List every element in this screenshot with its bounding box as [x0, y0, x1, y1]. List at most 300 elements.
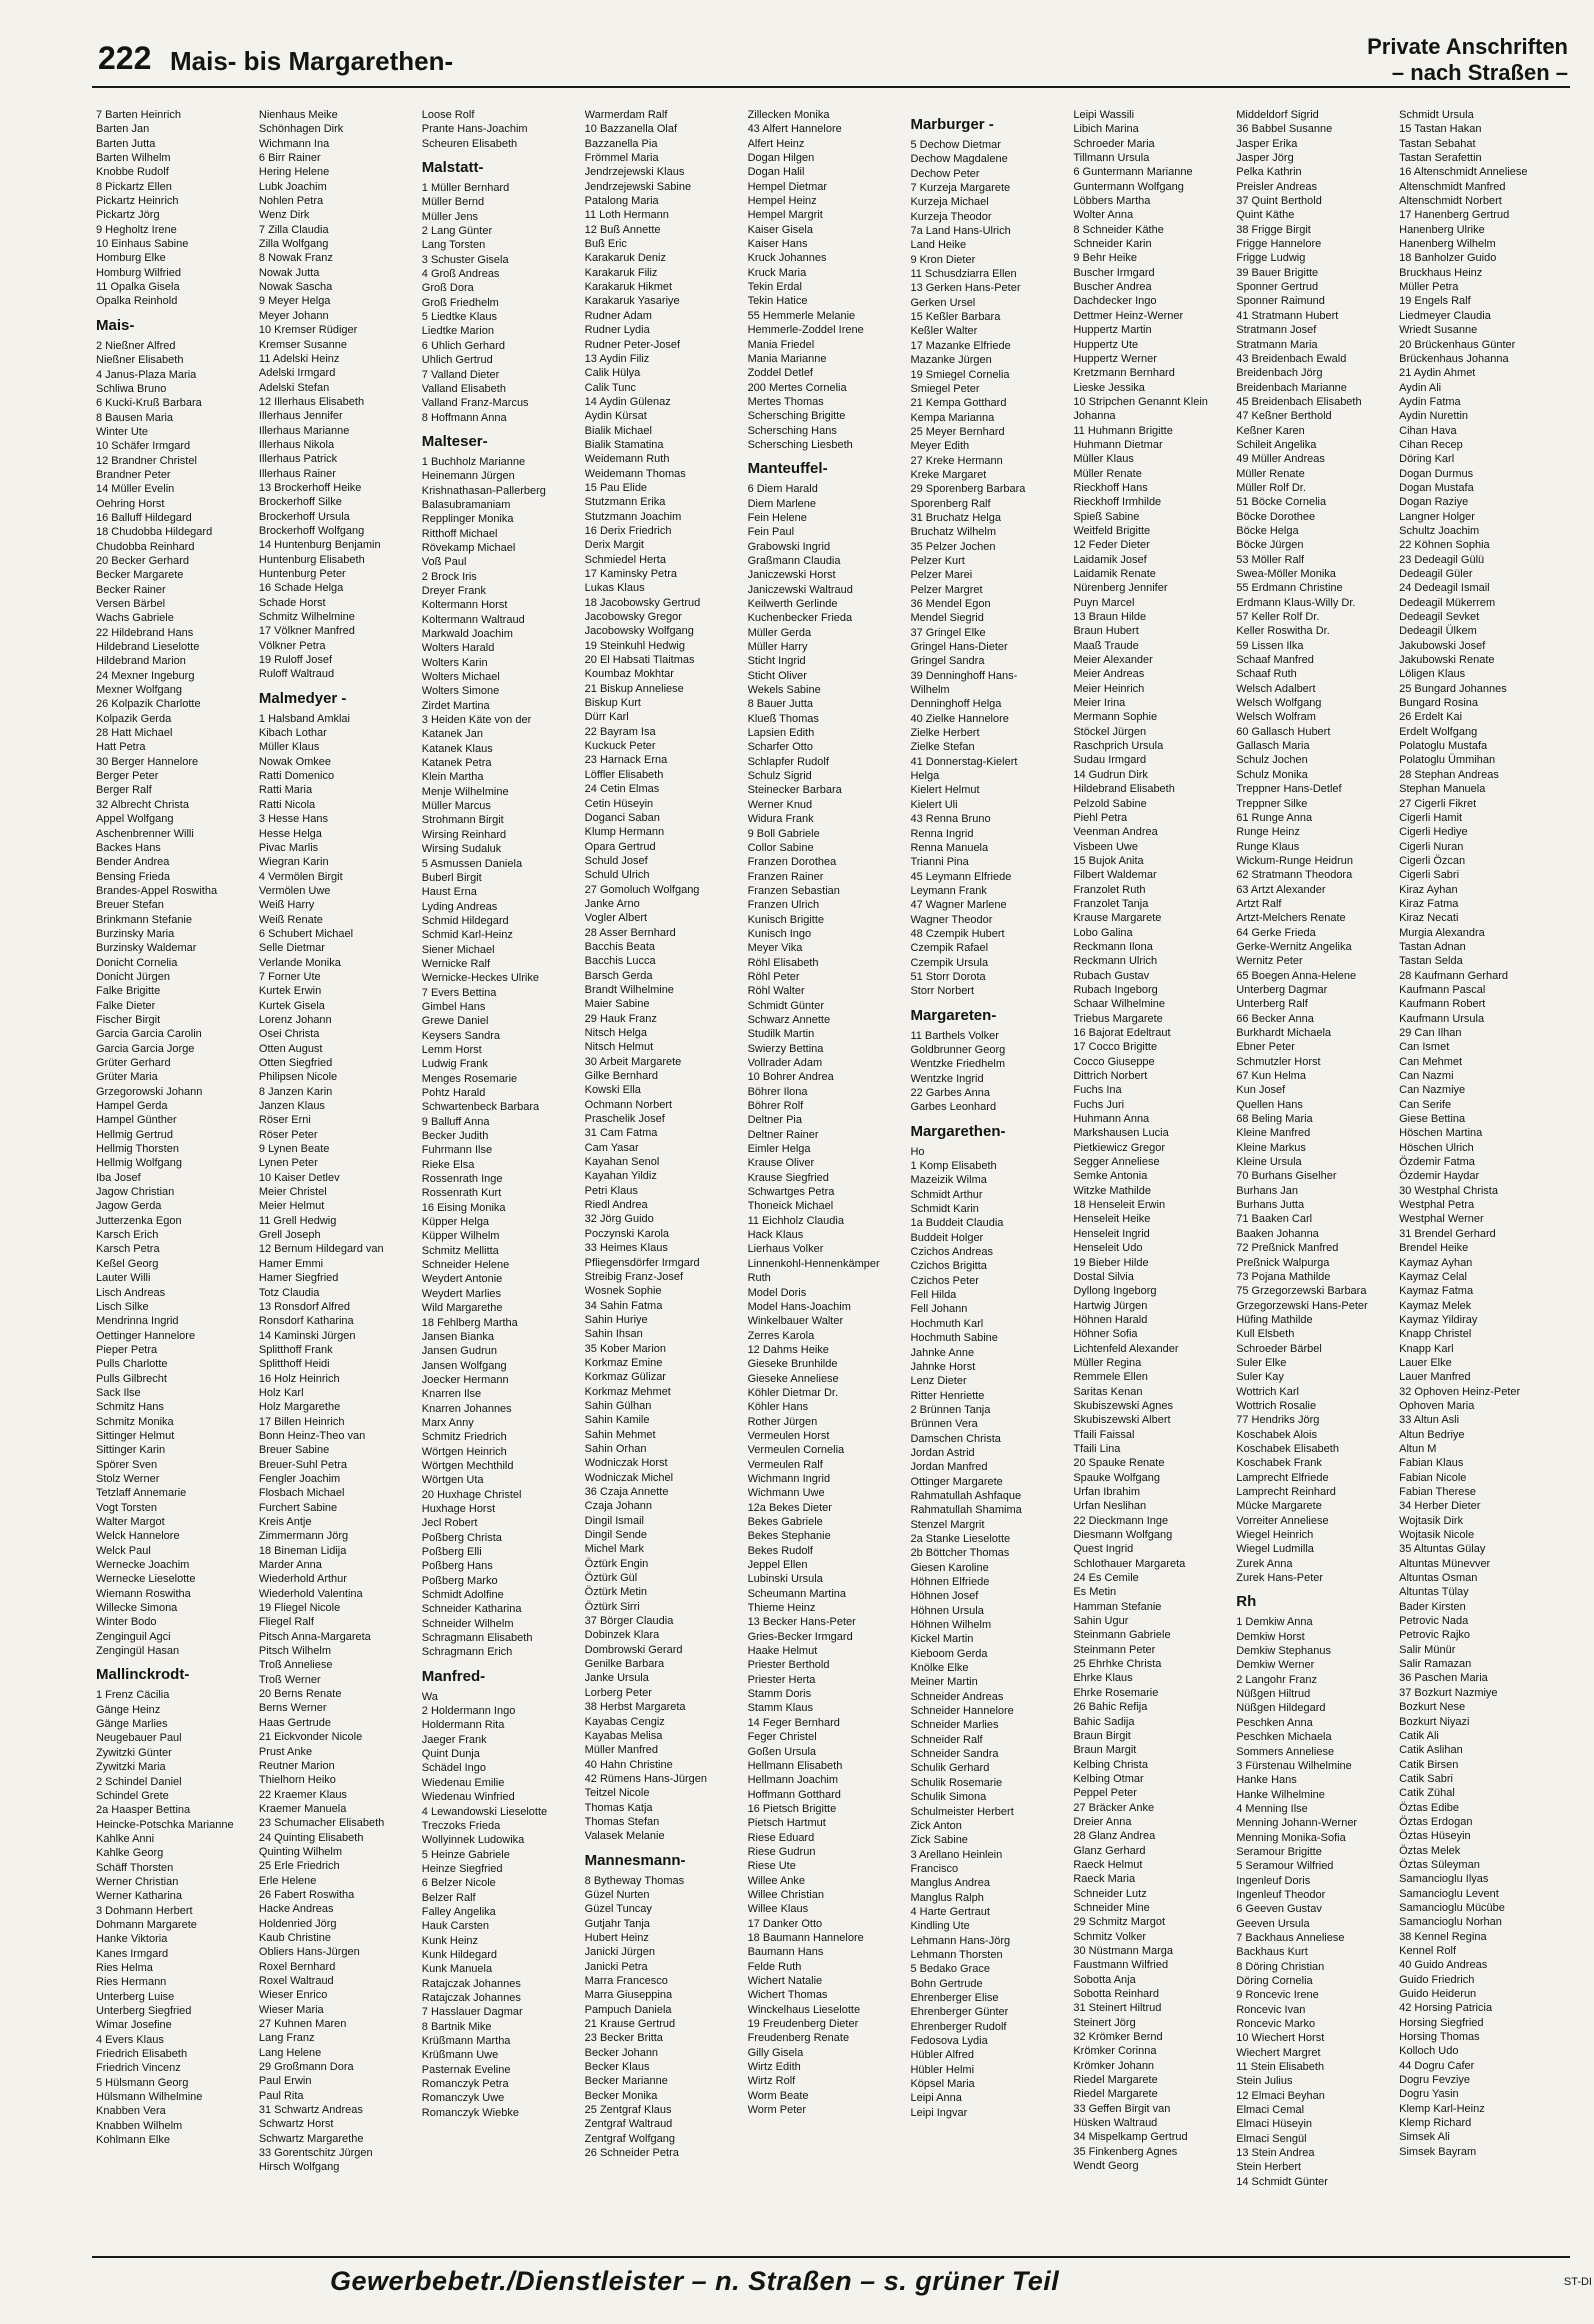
directory-entry: Selle Dietmar	[258, 942, 325, 955]
directory-entry: 17 Mazanke Elfriede	[910, 339, 1011, 352]
directory-entry: Bekes Stephanie	[747, 1530, 831, 1543]
directory-entry: Roncevic Ivan	[1236, 2003, 1306, 2016]
directory-entry: Garbes Leonhard	[910, 1101, 997, 1114]
directory-entry: Illerhaus Patrick	[258, 453, 338, 466]
street-heading: Malteser-	[421, 432, 488, 450]
directory-entry: Markwald Joachim	[421, 628, 513, 640]
directory-entry: Knölke Elke	[910, 1662, 969, 1675]
directory-entry: Quest Ingrid	[1073, 1543, 1134, 1556]
directory-entry: 17 Cocco Brigitte	[1073, 1041, 1158, 1054]
directory-entry: Zurek Anna	[1236, 1557, 1293, 1570]
directory-entry: Franzen Dorothea	[747, 856, 837, 869]
directory-entry: Janke Ursula	[584, 1672, 649, 1685]
directory-entry: Roncevic Marko	[1236, 2018, 1316, 2031]
directory-entry: Schneider Sandra	[910, 1748, 999, 1761]
directory-entry: Pasternak Eveline	[421, 2063, 511, 2076]
directory-entry: 19 Fliegel Nicole	[258, 1602, 341, 1615]
directory-entry: 23 Becker Britta	[584, 2032, 663, 2045]
directory-entry: 12 Illerhaus Elisabeth	[258, 395, 365, 408]
directory-entry: Bozkurt Nese	[1399, 1701, 1466, 1714]
directory-entry: 5 Dechow Dietmar	[910, 139, 1001, 151]
directory-entry: Wirsing Reinhard	[421, 828, 507, 841]
directory-entry: Willecke Simona	[96, 1602, 178, 1615]
directory-entry: Hanenberg Wilhelm	[1399, 238, 1496, 251]
directory-entry: Krüßmann Uwe	[421, 2049, 499, 2062]
directory-entry: 15 Tastan Hakan	[1399, 123, 1482, 136]
directory-entry: Krömker Corinna	[1073, 2045, 1157, 2058]
directory-entry: 12 Dahms Heike	[747, 1343, 829, 1356]
directory-entry: Preßnick Walpurga	[1236, 1256, 1330, 1269]
directory-entry: Salir Münür	[1399, 1643, 1456, 1656]
directory-entry: Stamm Klaus	[747, 1702, 813, 1715]
directory-entry: Elmaci Hüseyin	[1236, 2118, 1313, 2131]
directory-entry: Franzolet Tanja	[1073, 897, 1149, 910]
directory-entry: 37 Quint Berthold	[1236, 195, 1322, 208]
directory-entry: 36 Mendel Egon	[910, 598, 991, 610]
directory-entry: Müller Marcus	[421, 800, 491, 813]
directory-entry: Pelzer Marei	[910, 569, 973, 582]
directory-entry: 13 Becker Hans-Peter	[747, 1616, 856, 1629]
directory-entry: 28 Stephan Andreas	[1399, 768, 1499, 781]
directory-entry: 6 Belzer Nicole	[421, 1877, 496, 1890]
directory-entry: Steinecker Barbara	[747, 784, 842, 797]
directory-entry: 67 Kun Helma	[1236, 1070, 1306, 1083]
directory-entry: Poczynski Karola	[584, 1227, 670, 1240]
directory-entry: Siener Michael	[421, 943, 495, 956]
directory-entry: Katanek Jan	[421, 728, 483, 741]
directory-entry: 27 Cigerli Fikret	[1399, 797, 1477, 810]
directory-entry: Lichtenfeld Alexander	[1073, 1342, 1179, 1355]
directory-entry: Homburg Elke	[96, 252, 166, 265]
directory-entry: 2 Lang Günter	[421, 225, 493, 238]
directory-entry: Schroeder Maria	[1073, 137, 1155, 150]
directory-entry: Cocco Giuseppe	[1073, 1055, 1155, 1068]
directory-entry: Hoffmann Gotthard	[747, 1788, 841, 1801]
directory-entry: Feger Christel	[747, 1731, 817, 1744]
directory-entry: Henseleit Ingrid	[1073, 1227, 1150, 1240]
directory-entry: 27 Kuhnen Maren	[258, 2018, 347, 2031]
directory-entry: 11 Grell Hedwig	[258, 1214, 337, 1227]
directory-entry: Dedeagil Ülkem	[1399, 625, 1477, 638]
directory-entry: Wieser Maria	[258, 2003, 324, 2016]
directory-entry: Franzen Ulrich	[747, 899, 820, 912]
directory-entry: Brückenhaus Johanna	[1399, 352, 1509, 365]
directory-entry: 68 Beling Maria	[1236, 1113, 1313, 1126]
directory-entry: Widura Frank	[747, 813, 814, 826]
directory-entry: 36 Paschen Maria	[1399, 1672, 1488, 1685]
directory-entry: Müller Regina	[1073, 1356, 1142, 1369]
directory-entry: Kretzmann Bernhard	[1073, 367, 1175, 380]
directory-entry: Holdermann Rita	[421, 1719, 505, 1732]
directory-entry: Pulls Charlotte	[96, 1358, 168, 1371]
directory-entry: 16 Bajorat Edeltraut	[1073, 1027, 1171, 1039]
directory-entry: 24 Quinting Elisabeth	[258, 1831, 364, 1844]
directory-entry: Gilly Gisela	[747, 2046, 804, 2059]
directory-entry: Hüsken Waltraud	[1073, 2117, 1158, 2130]
directory-entry: Stein Herbert	[1236, 2161, 1302, 2174]
directory-entry: Schneider Katharina	[421, 1603, 522, 1616]
directory-entry: Schliwa Bruno	[96, 382, 167, 395]
directory-entry: Sticht Ingrid	[747, 655, 806, 668]
directory-entry: Frigge Hannelore	[1236, 238, 1322, 251]
directory-entry: Wa	[421, 1690, 438, 1703]
directory-entry: 7 Evers Bettina	[421, 986, 497, 999]
directory-entry: Calik Hülya	[584, 367, 641, 380]
directory-entry: Rudner Adam	[584, 309, 652, 322]
directory-entry: Burhans Jan	[1236, 1184, 1298, 1197]
directory-entry: Schultz Joachim	[1399, 524, 1480, 537]
directory-entry: Demkiw Stephanus	[1236, 1645, 1332, 1658]
directory-entry: Hübler Alfred	[910, 2049, 975, 2062]
directory-entry: 9 Kron Dieter	[910, 253, 976, 266]
directory-entry: Tillmann Ursula	[1073, 152, 1150, 165]
directory-entry: Dyllong Ingeborg	[1073, 1285, 1157, 1298]
directory-entry: Schmitz Wilhelmine	[258, 611, 355, 624]
directory-entry: 63 Artzt Alexander	[1236, 883, 1326, 896]
directory-entry: Gieseke Brunhilde	[747, 1358, 838, 1371]
directory-entry: Riese Gudrun	[747, 1845, 816, 1858]
directory-entry: Braun Margit	[1073, 1744, 1137, 1757]
directory-entry: Goßen Ursula	[747, 1745, 817, 1758]
directory-entry: Can Nazmiye	[1399, 1084, 1466, 1097]
section-heading-line2: – nach Straßen –	[1391, 60, 1568, 85]
directory-entry: 62 Stratmann Theodora	[1236, 869, 1353, 882]
directory-entry: Peschken Michaela	[1236, 1731, 1332, 1744]
directory-entry: Jacobowsky Gregor	[584, 611, 682, 624]
directory-entry: Vogt Torsten	[96, 1501, 157, 1514]
directory-entry: Baumann Hans	[747, 1946, 824, 1959]
directory-entry: Altun M	[1399, 1442, 1437, 1455]
directory-entry: Rahmatullah Ashfaque	[910, 1489, 1022, 1502]
directory-entry: Höschen Ulrich	[1399, 1141, 1474, 1154]
directory-entry: Raschprich Ursula	[1073, 740, 1164, 753]
directory-entry: Pampuch Daniela	[584, 2003, 672, 2016]
directory-entry: Ruth	[747, 1272, 771, 1285]
directory-entry: Wirsing Sudaluk	[421, 843, 502, 856]
directory-entry: Huhmann Anna	[1073, 1113, 1150, 1126]
directory-entry: Knabben Vera	[96, 2105, 166, 2118]
directory-column-1	[96, 108, 259, 2248]
directory-entry: Wernicke Ralf	[421, 957, 491, 970]
directory-entry: 2 Brock Iris	[421, 570, 477, 583]
directory-entry: Franzen Sebastian	[747, 884, 840, 897]
directory-entry: Mendrinna Ingrid	[96, 1315, 179, 1328]
directory-entry: Kaufmann Pascal	[1399, 983, 1486, 996]
directory-entry: Skubiszewski Albert	[1073, 1414, 1171, 1427]
directory-entry: Pulls Gilbrecht	[96, 1372, 167, 1385]
directory-entry: Werner Christian	[96, 1875, 179, 1888]
directory-entry: Bacchis Lucca	[584, 955, 656, 968]
directory-entry: 59 Lissen Ilka	[1236, 639, 1304, 652]
directory-entry: Schmitz Volker	[1073, 1930, 1147, 1943]
directory-entry: Gerken Ursel	[910, 296, 976, 309]
directory-entry: Suler Kay	[1236, 1371, 1284, 1384]
directory-entry: Liedtke Marion	[421, 325, 494, 338]
directory-entry: Wiedenau Winfried	[421, 1791, 515, 1804]
directory-entry: Hildebrand Marion	[96, 655, 186, 668]
directory-entry: 5 Hülsmann Georg	[96, 2076, 189, 2089]
directory-entry: 11 Eichholz Claudia	[747, 1214, 844, 1227]
directory-entry: Verlande Monika	[258, 956, 341, 969]
directory-entry: Schneider Helene	[421, 1259, 510, 1272]
directory-entry: Ehrenberger Rudolf	[910, 2020, 1007, 2033]
directory-entry: Wieser Enrico	[258, 1989, 328, 2002]
directory-entry: Altuntas Tülay	[1399, 1586, 1469, 1599]
directory-entry: Meier Heinrich	[1073, 682, 1145, 695]
directory-entry: Geeven Ursula	[1236, 1917, 1310, 1930]
directory-entry: Höhnen Elfriede	[910, 1576, 990, 1588]
directory-entry: Dohmann Margarete	[96, 1918, 197, 1931]
directory-entry: Hamer Emmi	[258, 1257, 324, 1270]
directory-entry: Helga	[910, 770, 940, 783]
directory-entry: Knabben Wilhelm	[96, 2119, 183, 2132]
directory-entry: Winter Bodo	[96, 1616, 157, 1629]
directory-entry: Bohn Gertrude	[910, 1977, 983, 1990]
directory-entry: 19 Ruloff Josef	[258, 654, 333, 667]
directory-entry: 24 Mexner Ingeburg	[96, 669, 195, 682]
directory-entry: Illerhaus Marianne	[258, 424, 350, 437]
directory-entry: Petrovic Nada	[1399, 1615, 1469, 1628]
directory-entry: Renna Ingrid	[910, 827, 974, 840]
directory-entry: Öztas Erdogan	[1399, 1815, 1473, 1828]
directory-entry: Lynen Peter	[258, 1157, 318, 1170]
directory-entry: Riedl Andrea	[584, 1199, 648, 1212]
directory-entry: 7 Zilla Claudia	[258, 223, 329, 236]
directory-entry: Hülsmann Wilhelmine	[96, 2091, 203, 2104]
directory-entry: Hellmann Joachim	[747, 1774, 839, 1787]
directory-entry: 4 Evers Klaus	[96, 2033, 164, 2046]
directory-entry: Kaymaz Fatma	[1399, 1285, 1474, 1298]
directory-entry: 15 Pau Elide	[584, 481, 648, 494]
directory-entry: Schmidt Günter	[747, 999, 824, 1012]
directory-entry: 18 Jacobowsky Gertrud	[584, 596, 701, 609]
directory-entry: Stutzmann Joachim	[584, 510, 682, 523]
directory-entry: Hanke Viktoria	[96, 1933, 168, 1946]
directory-entry: Ruloff Waltraud	[258, 668, 335, 681]
directory-entry: 6 Schubert Michael	[258, 927, 354, 940]
directory-entry: Kremser Susanne	[258, 338, 347, 351]
directory-entry: 39 Bauer Brigitte	[1236, 266, 1319, 279]
directory-entry: Lisch Silke	[96, 1300, 149, 1313]
directory-entry: Schmiedel Herta	[584, 553, 666, 566]
directory-entry: Elmaci Cemal	[1236, 2104, 1305, 2117]
directory-entry: Wolters Simone	[421, 685, 500, 698]
directory-entry: 7 Hasslauer Dagmar	[421, 2006, 523, 2019]
directory-entry: Winter Ute	[96, 425, 148, 438]
directory-entry: Quint Käthe	[1236, 209, 1295, 222]
directory-entry: Brockerhoff Silke	[258, 496, 342, 509]
directory-entry: Gieseke Anneliese	[747, 1372, 839, 1385]
directory-entry: 3 Dohmann Herbert	[96, 1904, 193, 1917]
directory-column-9	[1399, 108, 1562, 2248]
directory-entry: 7 Backhaus Anneliese	[1236, 1931, 1345, 1944]
directory-entry: Repplinger Monika	[421, 513, 514, 526]
directory-entry: Katanek Petra	[421, 757, 492, 770]
directory-entry: Buscher Irmgard	[1073, 266, 1155, 279]
directory-entry: 2 Holdermann Ingo	[421, 1705, 516, 1718]
directory-entry: Franzen Rainer	[747, 870, 824, 883]
directory-entry: Barten Wilhelm	[96, 152, 171, 165]
edge-code: ST-DI	[1563, 2276, 1592, 2288]
directory-entry: Schersching Liesbeth	[747, 438, 853, 451]
directory-entry: 20 Huxhage Christel	[421, 1488, 522, 1501]
directory-entry: 16 Holz Heinrich	[258, 1372, 340, 1385]
directory-entry: Mertes Thomas	[747, 395, 824, 408]
directory-entry: 10 Einhaus Sabine	[96, 238, 189, 251]
directory-entry: Kanes Irmgard	[96, 1947, 169, 1960]
directory-entry: Kahlke Georg	[96, 1847, 164, 1860]
directory-entry: Janiczewski Horst	[747, 569, 836, 582]
directory-entry: Es Metin	[1073, 1586, 1117, 1599]
directory-entry: 3 Fürstenau Wilhelmine	[1236, 1759, 1352, 1772]
directory-entry: 4 Vermölen Birgit	[258, 870, 343, 883]
directory-entry: Meier Helmut	[258, 1200, 325, 1213]
directory-entry: Wichert Thomas	[747, 1989, 828, 2002]
directory-entry: Raeck Helmut	[1073, 1858, 1143, 1871]
directory-entry: Karakaruk Deniz	[584, 252, 666, 265]
directory-entry: Holz Karl	[258, 1386, 304, 1399]
directory-entry: Breidenbach Jörg	[1236, 367, 1323, 380]
directory-entry: 2 Langohr Franz	[1236, 1673, 1317, 1686]
directory-entry: Kun Josef	[1236, 1084, 1286, 1097]
directory-entry: Özdemir Fatma	[1399, 1156, 1475, 1169]
directory-entry: 19 Engels Ralf	[1399, 295, 1471, 308]
directory-entry: Huppertz Werner	[1073, 352, 1157, 365]
directory-entry: 23 Schumacher Elisabeth	[258, 1817, 385, 1830]
directory-entry: Wiechert Margret	[1236, 2046, 1321, 2059]
directory-entry: Kayahan Senol	[584, 1156, 660, 1169]
directory-entry: Goldbrunner Georg	[910, 1043, 1006, 1056]
directory-entry: 33 Gorentschitz Jürgen	[258, 2147, 373, 2160]
directory-entry: Vermölen Uwe	[258, 884, 331, 897]
directory-entry: 32 Krömker Bernd	[1073, 2031, 1163, 2044]
directory-entry: Burkhardt Michaela	[1236, 1027, 1332, 1039]
directory-entry: Francisco	[910, 1862, 959, 1875]
directory-entry: 2 Brünnen Tanja	[910, 1403, 991, 1416]
directory-entry: Veenman Andrea	[1073, 826, 1158, 839]
directory-entry: Marra Francesco	[584, 1975, 668, 1987]
directory-entry: 7 Kurzeja Margarete	[910, 182, 1011, 195]
directory-entry: Öztas Melek	[1399, 1844, 1461, 1857]
directory-entry: Dreyer Frank	[421, 584, 486, 597]
directory-entry: Lauter Willi	[96, 1272, 151, 1285]
directory-entry: Kreke Margaret	[910, 468, 987, 481]
directory-entry: Altuntas Osman	[1399, 1572, 1478, 1585]
directory-entry: Wottrich Rosalie	[1236, 1399, 1317, 1412]
directory-entry: Schulmeister Herbert	[910, 1805, 1014, 1818]
directory-entry: Nowak Omkee	[258, 755, 332, 768]
directory-entry: 10 Wiechert Horst	[1236, 2032, 1325, 2045]
directory-entry: Gerke-Wernitz Angelika	[1236, 940, 1352, 953]
directory-entry: Welsch Wolfgang	[1236, 697, 1322, 710]
directory-entry: Schragmann Erich	[421, 1646, 513, 1659]
directory-entry: Kielert Uli	[910, 798, 958, 811]
directory-entry: 11 Loth Hermann	[584, 209, 669, 222]
directory-entry: Michel Mark	[584, 1543, 644, 1556]
directory-entry: Braun Birgit	[1073, 1729, 1131, 1742]
directory-entry: Kolloch Udo	[1399, 2045, 1459, 2058]
directory-entry: Karsch Petra	[96, 1243, 160, 1256]
directory-entry: Hering Helene	[258, 166, 330, 179]
directory-entry: 11 Stein Elisabeth	[1236, 2061, 1325, 2074]
directory-entry: Schädel Ingo	[421, 1762, 486, 1775]
directory-entry: Koschabek Frank	[1236, 1457, 1322, 1470]
directory-entry: 14 Feger Bernhard	[747, 1716, 840, 1729]
directory-entry: Wimar Josefine	[96, 2019, 172, 2032]
directory-entry: Lorberg Peter	[584, 1686, 652, 1699]
directory-entry: Murgia Alexandra	[1399, 926, 1485, 939]
directory-entry: Sahin Huriye	[584, 1313, 648, 1326]
directory-entry: Marder Anna	[258, 1559, 322, 1572]
directory-entry: 41 Stratmann Hubert	[1236, 309, 1339, 322]
directory-entry: Walter Margot	[96, 1516, 165, 1528]
directory-entry: Barsch Gerda	[584, 969, 653, 982]
directory-entry: Lieske Jessika	[1073, 381, 1145, 394]
directory-entry: 29 Can Ilhan	[1399, 1027, 1462, 1039]
directory-entry: Trianni Pina	[910, 856, 969, 869]
directory-entry: Sack Ilse	[96, 1386, 141, 1399]
directory-entry: Dobinzek Klara	[584, 1629, 660, 1642]
directory-entry: Kowski Ella	[584, 1084, 641, 1097]
directory-entry: Becker Rainer	[96, 583, 166, 596]
directory-entry: Nüßgen Hiltrud	[1236, 1688, 1311, 1701]
directory-entry: 19 Steinkuhl Hedwig	[584, 639, 685, 652]
directory-entry: Otten Siegfried	[258, 1057, 333, 1069]
directory-entry: 25 Ehrhke Christa	[1073, 1658, 1162, 1671]
directory-entry: Özdemir Haydar	[1399, 1170, 1480, 1183]
directory-entry: Erle Helene	[258, 1874, 317, 1887]
directory-entry: Altenschmidt Norbert	[1399, 195, 1502, 208]
directory-column-8	[1236, 108, 1399, 2248]
directory-entry: Quinting Wilhelm	[258, 1845, 343, 1858]
directory-entry: Oehring Horst	[96, 497, 165, 510]
directory-entry: Hatt Petra	[96, 741, 146, 754]
directory-entry: Knapp Karl	[1399, 1342, 1454, 1355]
directory-entry: Weydert Marlies	[421, 1287, 502, 1300]
directory-entry: Ries Helma	[96, 1961, 153, 1974]
directory-entry: Dogru Yasin	[1399, 2088, 1459, 2101]
directory-entry: Schulik Gerhard	[910, 1762, 990, 1775]
directory-entry: 14 Aydin Gülenaz	[584, 395, 671, 408]
directory-entry: Sahin Mehmet	[584, 1428, 656, 1441]
directory-entry: Buddeit Holger	[910, 1231, 984, 1244]
directory-entry: 73 Pojana Mathilde	[1236, 1270, 1331, 1283]
directory-entry: Peschken Anna	[1236, 1716, 1313, 1729]
directory-entry: Salir Ramazan	[1399, 1658, 1472, 1671]
directory-entry: Jagow Gerda	[96, 1200, 162, 1213]
directory-entry: Öztas Edibe	[1399, 1801, 1460, 1814]
directory-entry: Riedel Margarete	[1073, 2074, 1158, 2087]
directory-entry: Jakubowski Josef	[1399, 639, 1486, 652]
directory-entry: Röser Peter	[258, 1128, 318, 1141]
directory-entry: Ho	[910, 1145, 925, 1158]
directory-entry: Kraemer Manuela	[258, 1802, 347, 1815]
directory-entry: Wörtgen Heinrich	[421, 1445, 507, 1458]
directory-entry: Sponner Raimund	[1236, 295, 1325, 308]
street-heading: Malmedyer -	[258, 689, 347, 707]
directory-entry: Samancioglu Levent	[1399, 1887, 1499, 1900]
directory-entry: Dingil Ismail	[584, 1514, 644, 1527]
directory-entry: Samancioglu Mücübe	[1399, 1901, 1505, 1914]
directory-entry: 49 Müller Andreas	[1236, 453, 1325, 466]
directory-entry: Schmidt Arthur	[910, 1188, 983, 1201]
directory-entry: Valasek Melanie	[584, 1830, 665, 1843]
directory-entry: Huppertz Ute	[1073, 338, 1139, 351]
directory-entry: Sommers Anneliese	[1236, 1745, 1335, 1758]
directory-entry: Wottrich Karl	[1236, 1385, 1299, 1398]
directory-entry: 17 Billen Heinrich	[258, 1415, 345, 1428]
directory-entry: 15 Keßler Barbara	[910, 311, 1001, 324]
